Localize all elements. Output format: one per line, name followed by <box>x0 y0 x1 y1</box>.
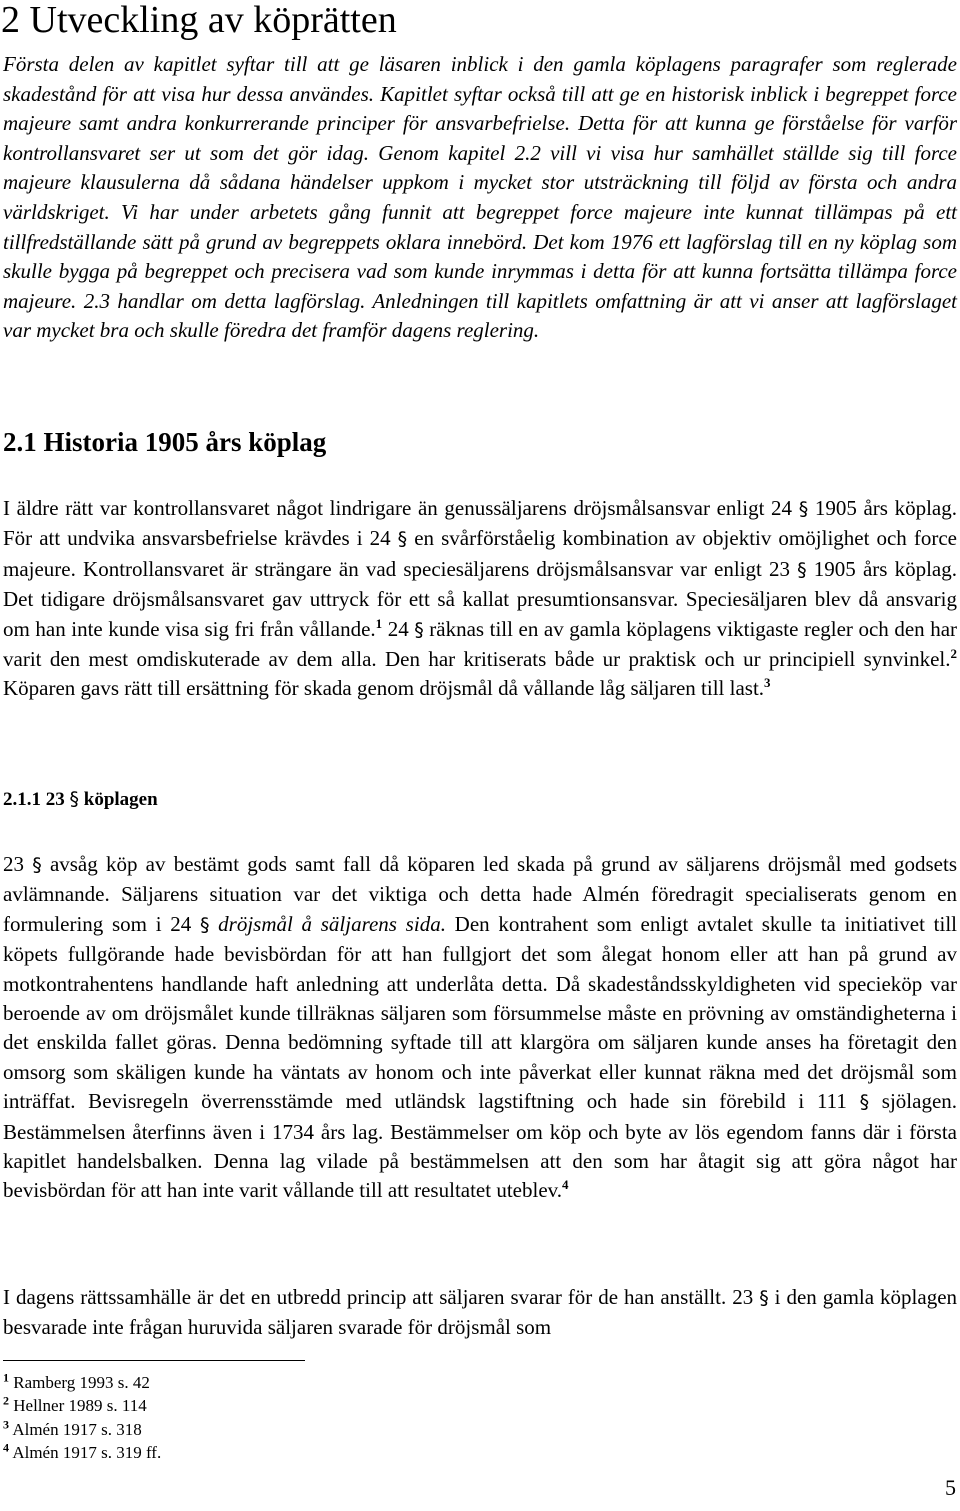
chapter-title: 2 Utveckling av köprätten <box>1 0 397 41</box>
subsection-label: köplagen <box>83 789 158 810</box>
page-number: 5 <box>945 1475 956 1500</box>
footnote-item <box>3 1371 161 1394</box>
chapter-intro: Första delen av kapitlet syftar till att ge läsaren inblick i den gamla köplagens paragrafer som reglerade skadestånd för att visa hur dessa användes. Kapitlet syftar också till att ge en historisk inblick i begreppet force majeure samt andra konkurrerande principer för ansvarbefrielse. Detta för att kunna ge förståelse för varför kontrollansvaret ser ut som det gör idag. Genom kapitel 2.2 vill vi visa hur samhället ställde sig till force majeure klausulerna då sådana händelser uppkom i mycket stor utsträckning till följd av första och andra världskriget. Vi har under arbetets gång funnit att begreppet force majeure inte kunnat tillämpas på ett tillfredställande sätt på grund av begreppets oklara innebörd. Det kom 1976 ett lagförslag till en ny köplag som skulle bygga på begreppet och precisera vad som kunde inrymmas i detta för att kunna fortsätta tillämpa force majeure. 2.3 handlar om detta lagförslag. Anledningen till kapitlets omfattning är att vi anser att lagförslaget var mycket bra och skulle föredra det framför dagens reglering. <box>3 52 957 343</box>
paragraph-1 <box>3 494 957 704</box>
footnote-number: 1 <box>3 1370 9 1385</box>
text-run: en svårförståelig kombination av objektiv omöjlighet och force majeure. Kontrollansvaret är strängare än vad speciesäljarens dröjsmålsansvar var enligt 23 <box>3 526 957 581</box>
footnote-text: Almén 1917 s. 318 <box>12 1419 142 1439</box>
text-run: avsåg köp av bestämt gods samt fall då köparen led skada på grund av säljarens dröjsmål med godsets avlämnande. Säljarens situation var det viktiga och detta hade Almén föredragit specialiserats genom en formulering som i 24 <box>3 852 958 936</box>
footnote-text: Hellner 1989 s. 114 <box>13 1396 147 1416</box>
paragraph-3 <box>3 1283 957 1343</box>
footnote-ref-3: 3 <box>764 675 771 691</box>
text-run: I dagens rättssamhälle är det en utbredd princip att säljaren svarar för de han anställt. 23 <box>3 1285 754 1309</box>
section-symbol: § <box>69 788 79 810</box>
section-symbol: § <box>759 1287 769 1309</box>
text-run: i den gamla köplagen besvarade inte frågan huruvida säljaren svarade för dröjsmål som <box>3 1285 958 1340</box>
footnote-ref-2: 2 <box>950 646 957 662</box>
italic-quote: dröjsmål å säljarens sida. <box>218 911 446 936</box>
section-symbol: § <box>199 913 210 936</box>
section-symbol: § <box>414 618 424 641</box>
footnote-text: Almén 1917 s. 319 ff. <box>12 1442 162 1462</box>
footnote-ref-1: 1 <box>375 615 383 631</box>
section-title: 2.1 Historia 1905 års köplag <box>3 427 327 457</box>
footnote-item <box>3 1394 161 1417</box>
section-symbol: § <box>32 854 42 876</box>
footnote-ref-4: 4 <box>562 1177 569 1193</box>
text-run: I äldre rätt var kontrollansvaret något lindrigare än genussäljarens dröjsmålsansvar enligt 24 <box>3 496 793 520</box>
text-run: sjölagen. Bestämmelsen återfinns även i 1734 års lag. Bestämmelser om köp och byte av lös egendom fanns där i första kapitlet handelsbalken. Denna lag vilade på bestämmelsen att den som har åtagit sig att göra något har bevisbördan för att han inte varit vållande till att resultatet uteblev. <box>3 1089 958 1203</box>
text-run: 23 <box>3 852 24 876</box>
footnote-list <box>3 1371 161 1464</box>
section-symbol: § <box>859 1091 870 1114</box>
text-run: 24 <box>387 616 409 641</box>
text-run: Köparen gavs rätt till ersättning för skada genom dröjsmål då vållande låg säljaren till last. <box>3 676 765 701</box>
section-symbol: § <box>798 498 809 520</box>
text-run: räknas till en av gamla köplagens viktigaste regler och den har varit den mest omdiskuterade av dem alla. Den har kritiserats både ur praktisk och ur principiell synvinkel. <box>3 616 958 672</box>
section-symbol: § <box>797 558 807 581</box>
footnote-item <box>3 1441 161 1464</box>
subsection-title <box>3 786 158 813</box>
section-symbol: § <box>397 528 408 551</box>
subsection-number: 2.1.1 23 <box>3 789 65 810</box>
text-run: 1905 års köplag. För att undvika ansvarsbefrielse krävdes i 24 <box>3 496 958 551</box>
footnote-number: 2 <box>3 1393 9 1408</box>
paragraph-2 <box>3 850 957 1206</box>
footnote-separator <box>3 1360 305 1361</box>
footnote-number: 3 <box>3 1416 9 1431</box>
text-run: 1905 års köplag. Det tidigare dröjsmålsansvaret gav uttryck för ett så kallat presumtionsansvar. Speciesäljaren blev då ansvarig om han inte kunde visa sig fri från vållande. <box>3 556 957 641</box>
footnote-number: 4 <box>3 1440 9 1455</box>
text-run: Den kontrahent som enligt avtalet skulle ta initiativet till köpets fullgörande hade bevisbördan för att han fullgjort det som ålegat honom eller att han på grund av motkontrahentens handlande haft anledning att underlåta detta. Då skadeståndsskyldigheten vid specieköp var beroende av om dröjsmålet kunde tillräknas säljaren som försummelse måste en prövning av omständigheterna i det enskilda fallet göras. Denna bedömning syftade till att klargöra om säljaren kunde anses ha företagit den omsorg som skäligen kunde ha väntats av honom och inte påverkat eller kunnat räkna med det dröjsmål som inträffat. Bevisregeln överrensstämde med utländsk lagstiftning och hade sin förebild i 111 <box>3 911 957 1114</box>
footnote-text: Ramberg 1993 s. 42 <box>13 1373 150 1392</box>
footnote-item <box>3 1418 161 1441</box>
